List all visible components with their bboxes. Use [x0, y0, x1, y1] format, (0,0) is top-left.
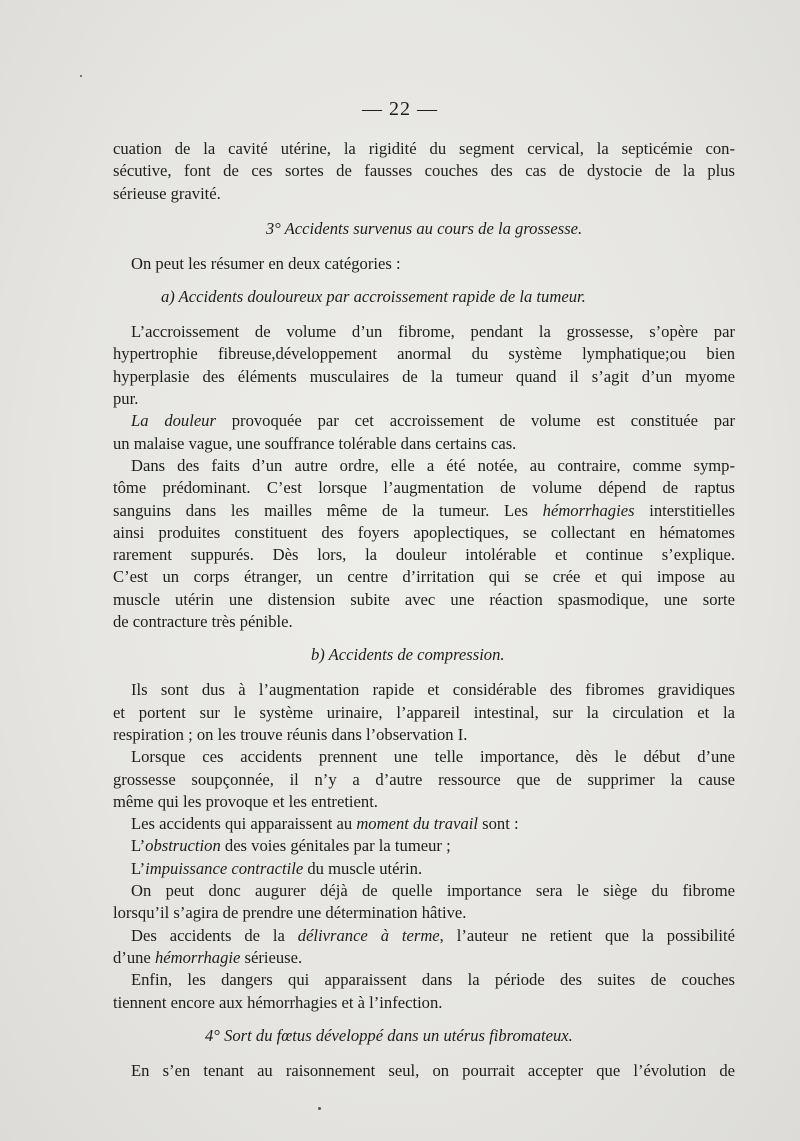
text-line: ainsi produites constituent des foyers apoplectiques, se collectant en hématomes [113, 522, 735, 542]
text-line: On peut donc augurer déjà de quelle importance sera le siège du fibrome [131, 881, 735, 901]
text-line: tiennent encore aux hémorrhagies et à l’infection. [113, 992, 443, 1012]
emphasis: hémorrhagie [154, 947, 241, 967]
text-line: cuation de la cavité utérine, la rigidité du segment cervical, la septicémie con- [113, 139, 735, 158]
text-line: même qui les provoque et les entretient. [113, 791, 378, 811]
inline-text: L’ [131, 836, 146, 856]
inline-text: , l’auteur ne retient que la possibilité [439, 925, 735, 945]
text-line: lorsqu’il s’agira de prendre une détermination hâtive. [113, 903, 467, 923]
text-line [113, 925, 735, 947]
emphasis: hémorrhagies [542, 500, 635, 520]
text-line: et portent sur le système urinaire, l’appareil intestinal, sur la circulation et la [113, 702, 735, 722]
body-text [113, 138, 735, 1082]
speck-mark [318, 1107, 321, 1110]
text-line: Enfin, les dangers qui apparaissent dans la période des suites de couches [131, 970, 735, 990]
inline-text: sérieuse. [240, 947, 303, 967]
speck-mark [80, 75, 82, 77]
text-line [113, 410, 735, 432]
section-heading-3: 3° Accidents survenus au cours de la grossesse. [265, 218, 583, 238]
inline-text: interstitielles [634, 500, 735, 520]
subheading-b: b) Accidents de compression. [311, 645, 505, 665]
inline-text: provoquée par cet accroissement de volume est constituée par [215, 411, 735, 431]
text-line: pur. [113, 389, 139, 409]
section-heading-4: 4° Sort du fœtus développé dans un utérus fibromateux. [205, 1025, 573, 1045]
text-line: En s’en tenant au raisonnement seul, on pourrait accepter que l’évolution de [131, 1060, 735, 1080]
text-line: hypertrophie fibreuse,développement anormal du système lymphatique;ou bien [113, 344, 735, 364]
text-line: respiration ; on les trouve réunis dans l’observation I. [113, 724, 468, 744]
text-line [113, 813, 735, 835]
text-line: C’est un corps étranger, un centre d’irritation qui se crée et qui impose au [113, 567, 735, 587]
text-line: sécutive, font de ces sortes de fausses couches des cas de dystocie de la plus [113, 161, 735, 181]
emphasis: impuissance contractile [145, 858, 304, 878]
intro-paragraph: On peut les résumer en deux catégories : [131, 253, 401, 273]
text-line [113, 835, 735, 857]
text-line [113, 500, 735, 522]
text-line: hyperplasie des éléments musculaires de la tumeur quand il s’agit d’un myome [113, 366, 735, 386]
text-line: sérieuse gravité. [113, 183, 221, 203]
emphasis: moment du travail [356, 814, 478, 834]
text-line: Lorsque ces accidents prennent une telle importance, dès le début d’une [131, 747, 735, 767]
inline-text: sanguins dans les mailles même de la tumeur. Les [113, 500, 543, 520]
text-line [113, 858, 735, 880]
text-line: muscle utérin une distension subite avec une réaction spasmodique, une sorte [113, 589, 735, 609]
text-line: Dans des faits d’un autre ordre, elle a été notée, au contraire, comme symp- [131, 455, 735, 475]
emphasis: obstruction [145, 836, 221, 856]
text-line: rarement suppurés. Dès lors, la douleur intolérable et continue s’explique. [113, 545, 735, 565]
inline-text: d’une [113, 947, 155, 967]
inline-text: Les accidents qui apparaissent au [131, 814, 357, 834]
emphasis: La douleur [131, 411, 216, 431]
inline-text: du muscle utérin. [303, 858, 423, 878]
emphasis: délivrance à terme [297, 925, 440, 945]
inline-text: Des accidents de la [131, 925, 298, 945]
text-line: L’accroissement de volume d’un fibrome, pendant la grossesse, s’opère par [131, 322, 735, 342]
inline-text: des voies génitales par la tumeur ; [220, 836, 451, 856]
subheading-a: a) Accidents douloureux par accroissement rapide de la tumeur. [161, 287, 586, 307]
text-line: un malaise vague, une souffrance tolérable dans certains cas. [113, 433, 517, 453]
text-line: Ils sont dus à l’augmentation rapide et considérable des fibromes gravidiques [131, 680, 735, 700]
inline-text: L’ [131, 858, 146, 878]
page-number: — 22 — [362, 98, 438, 120]
text-line: de contracture très pénible. [113, 612, 293, 632]
text-line: tôme prédominant. C’est lorsque l’augmentation de volume dépend de raptus [113, 478, 735, 498]
text-line: grossesse soupçonnée, il n’y a d’autre ressource que de supprimer la cause [113, 769, 735, 789]
inline-text: sont : [478, 814, 519, 834]
text-line [113, 947, 735, 969]
